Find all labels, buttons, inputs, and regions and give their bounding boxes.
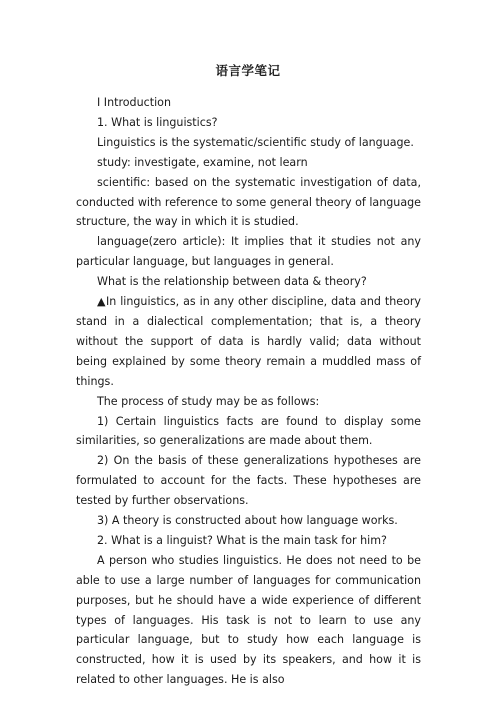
paragraph: A person who studies linguistics. He does not need to be able to use a large number of languages for communication purposes, but he should have a wide experience of different types of languages. His task is not to learn to use any particular language, but to study how each language is constructed, how it is used by its speakers, and how it is related to other languages. He is also (76, 553, 421, 687)
question-heading: What is the relationship between data & theory? (97, 275, 367, 289)
document-title: 语言学笔记 (215, 63, 281, 78)
paragraph: study: investigate, examine, not learn (97, 155, 308, 169)
list-item: 1) Certain linguistics facts are found to display some similarities, so generalizations are made about them. (76, 414, 421, 448)
paragraph: scientific: based on the systematic investigation of data, conducted with reference to some general theory of language structure, the way in which it is studied. (76, 175, 421, 229)
section-heading: I Introduction (97, 96, 171, 109)
paragraph: The process of study may be as follows: (97, 394, 320, 408)
paragraph: Linguistics is the systematic/scientific study of language. (97, 135, 414, 149)
question-heading: 2. What is a linguist? What is the main task for him? (97, 533, 387, 547)
paragraph: language(zero article): It implies that it studies not any particular language, but languages in general. (76, 235, 421, 269)
list-item: 2) On the basis of these generalizations hypotheses are formulated to account for the facts. These hypotheses are tested by further observations. (76, 454, 421, 508)
question-heading: 1. What is linguistics? (97, 115, 218, 129)
paragraph: ▲In linguistics, as in any other discipline, data and theory stand in a dialectical complementation; that is, a theory without the support of data is hardly valid; data without being explained by some theory remain a muddled mass of things. (76, 295, 421, 388)
list-item: 3) A theory is constructed about how language works. (97, 514, 398, 528)
document-body (76, 93, 421, 690)
